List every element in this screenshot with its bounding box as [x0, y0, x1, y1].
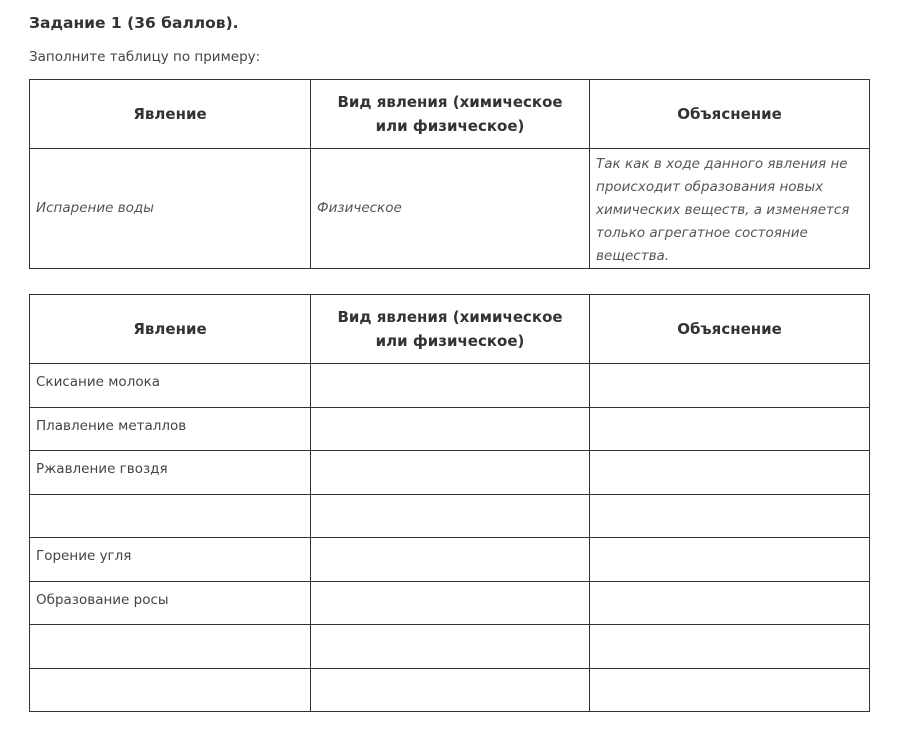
task-title: Задание 1 (36 баллов).: [29, 14, 239, 32]
type-cell[interactable]: [311, 668, 590, 712]
example-type: Физическое: [311, 149, 590, 269]
phenomenon-cell: Скисание молока: [30, 364, 311, 408]
type-cell[interactable]: [311, 625, 590, 669]
header-explanation: Объяснение: [590, 80, 870, 149]
phenomenon-cell: Образование росы: [30, 581, 311, 625]
phenomenon-cell[interactable]: [30, 625, 311, 669]
phenomenon-cell[interactable]: [30, 494, 311, 538]
explanation-cell[interactable]: [590, 581, 870, 625]
table-row: [30, 538, 870, 582]
type-cell[interactable]: [311, 538, 590, 582]
header-explanation: Объяснение: [590, 295, 870, 364]
explanation-cell[interactable]: [590, 625, 870, 669]
phenomenon-cell: Плавление металлов: [30, 407, 311, 451]
phenomenon-cell[interactable]: [30, 668, 311, 712]
explanation-cell[interactable]: [590, 668, 870, 712]
explanation-cell[interactable]: [590, 364, 870, 408]
type-cell[interactable]: [311, 407, 590, 451]
explanation-cell[interactable]: [590, 538, 870, 582]
task-table: [29, 294, 870, 712]
table-row: [30, 451, 870, 495]
example-row: [30, 149, 870, 269]
table-row: [30, 625, 870, 669]
header-type: Вид явления (химическое или физическое): [311, 80, 590, 149]
task-instruction: Заполните таблицу по примеру:: [29, 49, 261, 65]
table-row: [30, 494, 870, 538]
table-row: [30, 581, 870, 625]
type-cell[interactable]: [311, 451, 590, 495]
example-table: [29, 79, 870, 269]
example-phenomenon: Испарение воды: [30, 149, 311, 269]
example-header-row: [30, 80, 870, 149]
table-row: [30, 407, 870, 451]
explanation-cell[interactable]: [590, 494, 870, 538]
phenomenon-cell: Ржавление гвоздя: [30, 451, 311, 495]
table-row: [30, 668, 870, 712]
type-cell[interactable]: [311, 364, 590, 408]
table-row: [30, 364, 870, 408]
example-explanation: Так как в ходе данного явления не происходит образования новых химических веществ, а изменяется только агрегатное состояние вещества.: [590, 149, 870, 269]
header-type: Вид явления (химическое или физическое): [311, 295, 590, 364]
task-header-row: [30, 295, 870, 364]
header-phenomenon: Явление: [30, 80, 311, 149]
type-cell[interactable]: [311, 494, 590, 538]
explanation-cell[interactable]: [590, 451, 870, 495]
phenomenon-cell: Горение угля: [30, 538, 311, 582]
explanation-cell[interactable]: [590, 407, 870, 451]
header-phenomenon: Явление: [30, 295, 311, 364]
type-cell[interactable]: [311, 581, 590, 625]
